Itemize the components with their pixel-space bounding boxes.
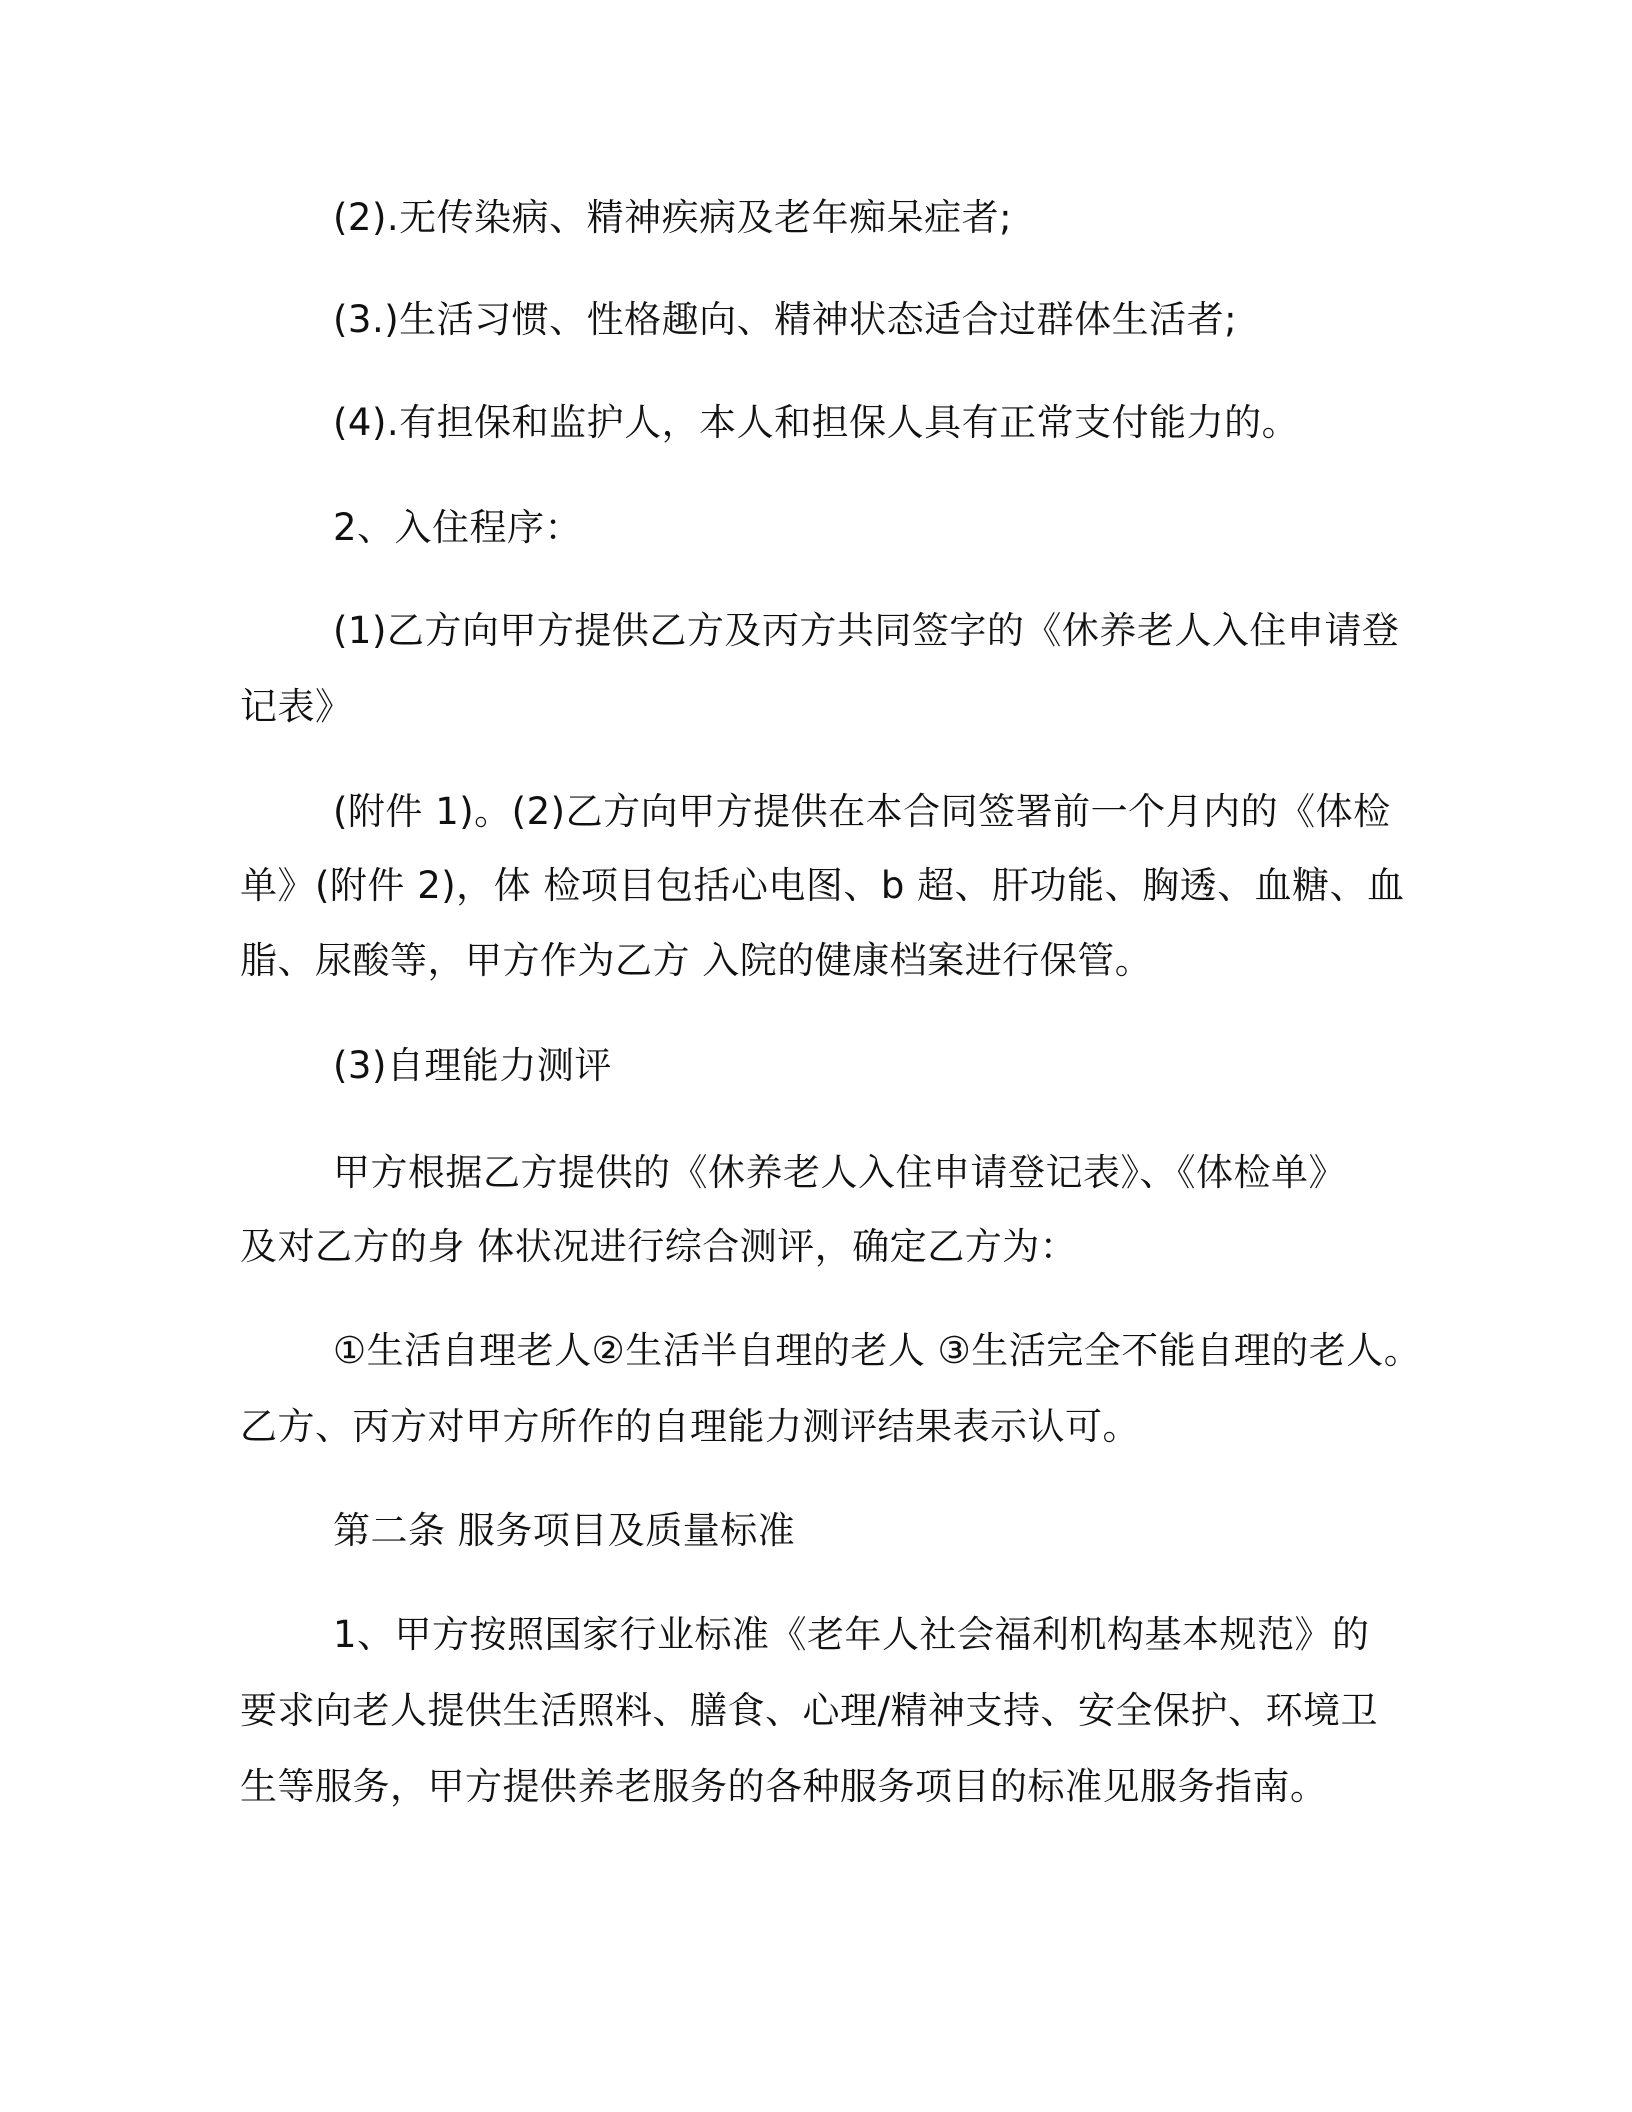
- text-line: (1)乙方向甲方提供乙方及丙方共同签字的《休养老人入住申请登: [333, 609, 1400, 652]
- text-line: (3.)生活习惯、性格趣向、精神状态适合过群体生活者;: [333, 298, 1238, 341]
- text-line: 单》(附件 2)，体 检项目包括心电图、b 超、肝功能、胸透、血糖、血: [240, 864, 1405, 907]
- section-heading: 第二条 服务项目及质量标准: [333, 1509, 796, 1552]
- text-line: (附件 1)。(2)乙方向甲方提供在本合同签署前一个月内的《体检: [333, 790, 1391, 833]
- text-line: (4).有担保和监护人，本人和担保人具有正常支付能力的。: [333, 401, 1300, 444]
- text-line: 乙方、丙方对甲方所作的自理能力测评结果表示认可。: [240, 1405, 1140, 1448]
- section-heading: 2、入住程序：: [333, 506, 583, 549]
- section-heading: (3)自理能力测评: [333, 1044, 612, 1087]
- text-line: 脂、尿酸等，甲方作为乙方 入院的健康档案进行保管。: [240, 939, 1153, 982]
- text-line: ①生活自理老人②生活半自理的老人 ③生活完全不能自理的老人。: [333, 1329, 1422, 1372]
- text-line: 1、甲方按照国家行业标准《老年人社会福利机构基本规范》的: [333, 1613, 1370, 1656]
- text-line: 生等服务，甲方提供养老服务的各种服务项目的标准见服务指南。: [240, 1765, 1328, 1808]
- text-line: 记表》: [240, 685, 353, 728]
- text-line: (2).无传染病、精神疾病及老年痴呆症者;: [333, 196, 1013, 239]
- text-line: 要求向老人提供生活照料、膳食、心理/精神支持、安全保护、环境卫: [240, 1689, 1378, 1732]
- text-line: 甲方根据乙方提供的《休养老人入住申请登记表》、《体检单》: [333, 1151, 1346, 1194]
- text-line: 及对乙方的身 体状况进行综合测评，确定乙方为：: [240, 1225, 1078, 1268]
